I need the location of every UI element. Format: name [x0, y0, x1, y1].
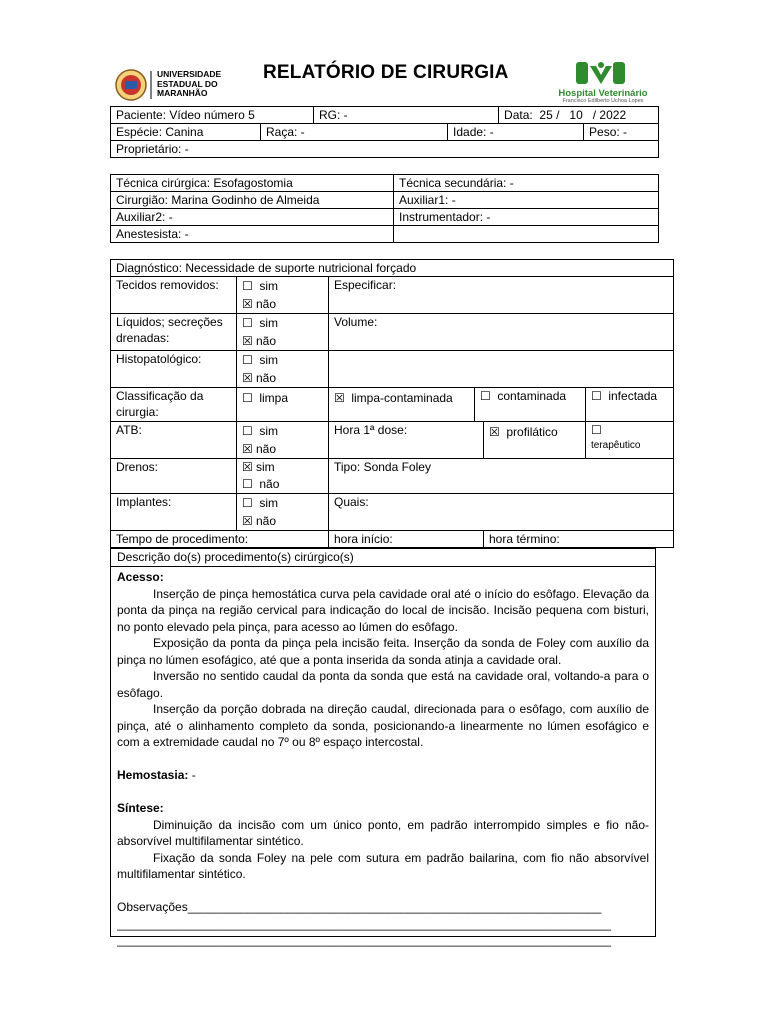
checkbox-checked-icon[interactable]: ☒ [334, 391, 345, 405]
checkbox-empty-icon[interactable]: ☐ [242, 316, 253, 330]
first-dose-time: Hora 1ª dose: [329, 422, 484, 459]
assistant-1: Auxiliar1: - [394, 192, 659, 209]
tissues-yes-option[interactable]: ☐ sim [242, 279, 279, 293]
tissues-no-option[interactable]: ☒ não [242, 297, 277, 311]
checkbox-checked-icon[interactable]: ☒ [242, 334, 253, 348]
checkbox-empty-icon[interactable]: ☐ [242, 477, 253, 491]
fluids-label: Líquidos; secreções drenadas: [111, 314, 237, 351]
secondary-technique: Técnica secundária: - [394, 175, 659, 192]
checkbox-empty-icon[interactable]: ☐ [591, 389, 602, 403]
patient-weight: Peso: - [589, 125, 628, 139]
therapeutic-checkbox[interactable] [591, 422, 668, 438]
histopath-notes [329, 351, 674, 388]
drains-label: Drenos: [111, 459, 237, 494]
implants-label: Implantes: [111, 494, 237, 531]
hospital-subname: Francisco Edilberto Uchoa Lopes [562, 98, 644, 104]
patient-owner: Proprietário: - [111, 141, 659, 158]
hospital-name: Hospital Veterinário [558, 88, 648, 99]
checkbox-checked-icon[interactable]: ☒ [242, 442, 253, 456]
class-clean-contaminated-option[interactable]: ☒ limpa-contaminada [329, 388, 475, 422]
access-paragraph-3: Inversão no sentido caudal da ponta da sonda que está na cavidade oral, voltando-a para o esôfago. [117, 669, 649, 700]
patient-date: Data: 25 / 10 / 2022 [499, 107, 659, 124]
hemostasis: Hemostasia: - [117, 768, 196, 782]
implants-yes-option[interactable]: ☐ sim [242, 496, 279, 510]
synthesis-label: Síntese: [117, 801, 164, 815]
hospital-logo [540, 60, 662, 104]
anesthetist: Anestesista: - [111, 226, 394, 243]
classification-label: Classificação da cirurgia: [111, 388, 237, 422]
histopath-label: Histopatológico: [111, 351, 237, 388]
procedure-description [110, 548, 656, 947]
drains-no-option[interactable]: ☐ não [242, 477, 280, 491]
patient-table [110, 106, 659, 158]
description-body [111, 567, 655, 951]
synthesis-paragraph-1: Diminuição da incisão com um único ponto, em padrão interrompido simples e fio não-absorvível multifilamentar sintético. [117, 817, 649, 848]
checkbox-checked-icon[interactable]: ☒ [489, 425, 500, 439]
observations-field[interactable]: Observações______________________________________________________________ [117, 900, 602, 914]
assistant-2: Auxiliar2: - [111, 209, 394, 226]
team-table [110, 174, 659, 243]
surgeon: Cirurgião: Marina Godinho de Almeida [111, 192, 394, 209]
atb-no-option[interactable]: ☒ não [242, 442, 277, 456]
empty-cell [394, 226, 659, 243]
implants-no-option[interactable]: ☒ não [242, 514, 277, 528]
checkbox-checked-icon[interactable]: ☒ [242, 371, 253, 385]
drains-yes-option[interactable]: ☒ sim [242, 460, 275, 474]
atb-label: ATB: [111, 422, 237, 459]
histopath-no-option[interactable]: ☒ não [242, 371, 277, 385]
diagnosis: Diagnóstico: Necessidade de suporte nutricional forçado [111, 260, 674, 277]
tissues-label: Tecidos removidos: [111, 277, 237, 314]
procedure-time: Tempo de procedimento: [111, 531, 329, 548]
class-clean-option[interactable]: ☐ limpa [237, 388, 329, 422]
logo-text-line-1: UNIVERSIDADE [157, 69, 222, 79]
prophylactic-option[interactable]: ☒ profilático [484, 422, 586, 459]
checkbox-checked-icon[interactable]: ☒ [242, 460, 253, 474]
patient-breed: Raça: - [261, 124, 448, 141]
checkbox-empty-icon[interactable]: ☐ [242, 424, 253, 438]
checkbox-checked-icon[interactable]: ☒ [242, 514, 253, 528]
checkbox-empty-icon[interactable]: ☐ [242, 391, 253, 405]
access-paragraph-2: Exposição da ponta da pinça pela incisão feita. Inserção da sonda de Foley com auxílio da pinça no lúmen esofágico, até que a ponta inserida da sonda atinja a cavidade oral. [117, 636, 649, 667]
page-title: RELATÓRIO DE CIRURGIA [263, 62, 509, 83]
university-logo [115, 68, 230, 102]
class-infected-option[interactable]: ☐ infectada [586, 388, 674, 422]
start-time: hora início: [329, 531, 484, 548]
clinical-table [110, 259, 674, 548]
checkbox-checked-icon[interactable]: ☒ [242, 297, 253, 311]
atb-yes-option[interactable]: ☐ sim [242, 424, 279, 438]
logo-text-line-3: MARANHÃO [157, 88, 208, 98]
description-header: Descrição do(s) procedimento(s) cirúrgico(s) [111, 549, 655, 567]
access-label: Acesso: [117, 570, 164, 584]
logo-text-line-2: ESTADUAL DO [157, 78, 218, 89]
volume-field: Volume: [329, 314, 674, 351]
histopath-yes-option[interactable]: ☐ sim [242, 353, 279, 367]
checkbox-empty-icon[interactable]: ☐ [591, 423, 602, 437]
patient-name: Paciente: Vídeo número 5 [111, 107, 314, 124]
patient-rg: RG: - [314, 107, 499, 124]
patient-species: Espécie: Canina [111, 124, 261, 141]
date-value: 25 / 10 / 2022 [539, 108, 627, 122]
checkbox-empty-icon[interactable]: ☐ [242, 353, 253, 367]
checkbox-empty-icon[interactable]: ☐ [242, 279, 253, 293]
surgical-technique: Técnica cirúrgica: Esofagostomia [111, 175, 394, 192]
therapeutic-label: terapêutico [591, 440, 641, 451]
hospital-emblem-icon [540, 60, 662, 88]
fluids-no-option[interactable]: ☒ não [242, 334, 277, 348]
checkbox-empty-icon[interactable]: ☐ [480, 389, 491, 403]
end-time: hora término: [484, 531, 674, 548]
access-paragraph-4: Inserção da porção dobrada na direção caudal, direcionada para o esôfago, com auxílio de pinça, até o alinhamento completo da sonda, posicionando-a linearmente no lúmen esofágico e com a extremidade caudal no 7º ou 8º espaço intercostal. [117, 702, 649, 749]
checkbox-empty-icon[interactable]: ☐ [242, 496, 253, 510]
synthesis-paragraph-2: Fixação da sonda Foley na pele com sutura em padrão bailarina, com fio não absorvível multifilamentar sintético. [117, 850, 649, 881]
class-contaminated-option[interactable]: ☐ contaminada [475, 388, 586, 422]
observations-line-3[interactable]: __________________________________________________________________________ [117, 933, 611, 947]
drain-type: Tipo: Sonda Foley [329, 459, 674, 494]
age-weight-cell [448, 124, 659, 141]
instrument-tech: Instrumentador: - [394, 209, 659, 226]
patient-age: Idade: - [448, 124, 584, 140]
fluids-yes-option[interactable]: ☐ sim [242, 316, 279, 330]
observations-line-2[interactable]: __________________________________________________________________________ [117, 916, 611, 931]
access-paragraph-1: Inserção de pinça hemostática curva pela cavidade oral até o início do esôfago. Elevação da ponta da pinça na região cervical para indicação do local de incisão. Incisão pequena com bisturi, no ponto elevado pela pinça, para acesso ao lúmen do esôfago. [117, 586, 649, 634]
specify-field: Especificar: [329, 277, 674, 314]
implants-which: Quais: [329, 494, 674, 531]
